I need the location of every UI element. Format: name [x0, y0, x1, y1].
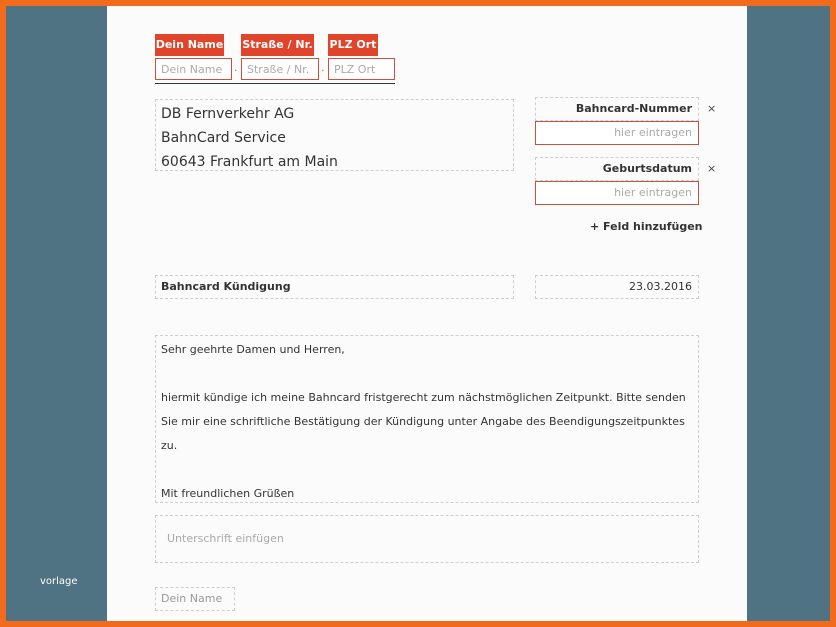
- remove-bahncard-field-icon[interactable]: ×: [707, 102, 717, 115]
- body-closing: Mit freundlichen Grüßen: [161, 487, 295, 500]
- sender-underline: [155, 83, 395, 84]
- sender-name-input[interactable]: Dein Name: [155, 58, 232, 80]
- bottom-name-field[interactable]: Dein Name: [155, 587, 235, 611]
- bahncard-number-label-box[interactable]: [535, 97, 699, 121]
- body-spacer: [161, 362, 693, 386]
- add-field-button[interactable]: + Feld hinzufügen: [590, 220, 703, 233]
- subject-field[interactable]: Bahncard Kündigung: [155, 275, 514, 299]
- body-greeting: Sehr geehrte Damen und Herren,: [161, 343, 345, 356]
- sender-street-tag: Straße / Nr.: [241, 34, 314, 56]
- body-line-3: zu.: [161, 439, 178, 452]
- body-line-1: hiermit kündige ich meine Bahncard fristgerecht zum nächstmöglichen Zeitpunkt. Bitte senden: [161, 391, 686, 404]
- birthdate-input[interactable]: hier eintragen: [535, 181, 699, 205]
- birthdate-label: Geburtsdatum: [602, 162, 692, 175]
- remove-birthdate-field-icon[interactable]: ×: [707, 162, 717, 175]
- recipient-line-3: 60643 Frankfurt am Main: [161, 154, 338, 170]
- recipient-line-1: DB Fernverkehr AG: [161, 106, 295, 122]
- recipient-address-box[interactable]: [155, 99, 514, 171]
- birthdate-label-box[interactable]: [535, 157, 699, 181]
- sender-city-input[interactable]: PLZ Ort: [328, 58, 395, 80]
- side-label: vorlage: [40, 576, 78, 587]
- letter-body[interactable]: [155, 335, 699, 503]
- signature-field[interactable]: Unterschrift einfügen: [155, 515, 699, 563]
- date-field[interactable]: 23.03.2016: [535, 275, 699, 299]
- recipient-line-2: BahnCard Service: [161, 130, 286, 146]
- body-spacer: [161, 458, 693, 482]
- sender-separator: ·: [234, 64, 238, 77]
- sender-street-input[interactable]: Straße / Nr.: [241, 58, 319, 80]
- bahncard-number-label: Bahncard-Nummer: [575, 102, 692, 115]
- sender-city-tag: PLZ Ort: [328, 34, 378, 56]
- bahncard-number-input[interactable]: hier eintragen: [535, 121, 699, 145]
- sender-separator: ·: [321, 64, 325, 77]
- sender-name-tag: Dein Name: [155, 34, 224, 56]
- body-line-2: Sie mir eine schriftliche Bestätigung der Kündigung unter Angabe des Beendigungszeitpunktes: [161, 415, 685, 428]
